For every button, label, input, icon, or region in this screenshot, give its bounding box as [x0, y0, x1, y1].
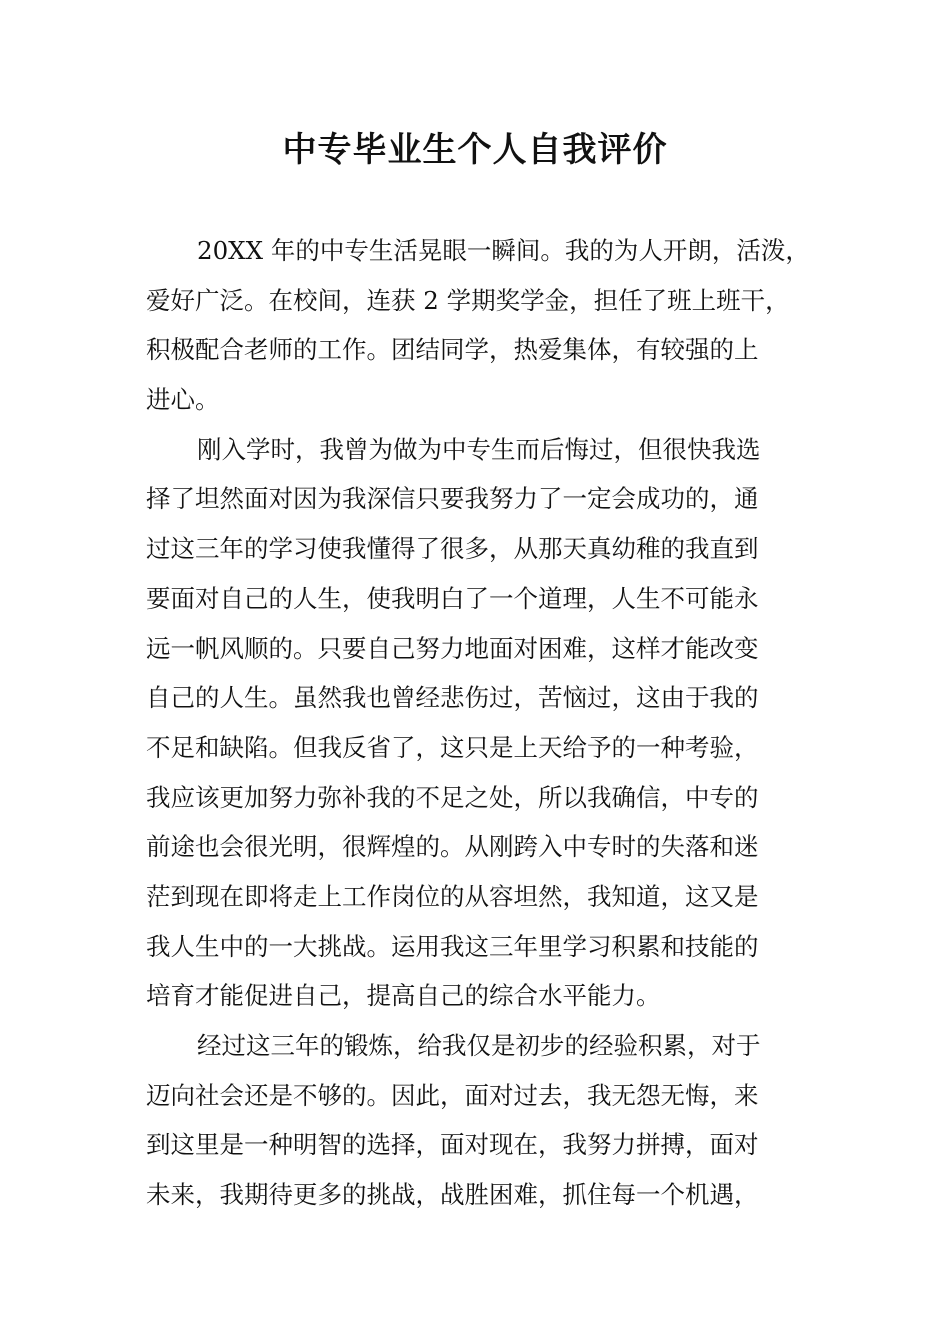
text-line: 前途也会很光明，很辉煌的。从刚跨入中专时的失落和迷: [146, 832, 759, 862]
text-line: 自己的人生。虽然我也曾经悲伤过，苦恼过，这由于我的: [146, 683, 759, 713]
text-line: 迈向社会还是不够的。因此，面对过去，我无怨无悔，来: [146, 1080, 759, 1110]
text-line: 刚入学时，我曾为做为中专生而后悔过，但很快我选: [197, 434, 761, 464]
text-line: 进心。: [146, 385, 220, 415]
text-line: 择了坦然面对因为我深信只要我努力了一定会成功的，通: [146, 484, 759, 514]
text-line: 未来，我期待更多的挑战，战胜困难，抓住每一个机遇，: [146, 1180, 759, 1210]
text-line: 20XX 年的中专生活晃眼一瞬间。我的为人开朗，活泼，: [197, 236, 810, 265]
text-line: 过这三年的学习使我懂得了很多，从那天真幼稚的我直到: [146, 534, 759, 564]
text-line: 茫到现在即将走上工作岗位的从容坦然，我知道，这又是: [146, 881, 759, 911]
text-line: 不足和缺陷。但我反省了，这只是上天给予的一种考验，: [146, 732, 759, 762]
text-line: 要面对自己的人生，使我明白了一个道理，人生不可能永: [146, 583, 759, 613]
paragraph-1: [146, 226, 836, 425]
paragraph-3: [146, 1021, 836, 1220]
document-title: 中专毕业生个人自我评价: [282, 130, 668, 170]
text-line: 到这里是一种明智的选择，面对现在，我努力拼搏，面对: [146, 1130, 759, 1160]
document-body: [146, 226, 836, 1220]
paragraph-2: [146, 425, 836, 1021]
text-line: 爱好广泛。在校间，连获 2 学期奖学金，担任了班上班干，: [146, 285, 790, 315]
text-line: 远一帆风顺的。只要自己努力地面对困难，这样才能改变: [146, 633, 759, 663]
text-line: 我应该更加努力弥补我的不足之处，所以我确信，中专的: [146, 782, 759, 812]
text-line: 积极配合老师的工作。团结同学，热爱集体，有较强的上: [146, 335, 759, 365]
text-line: 我人生中的一大挑战。运用我这三年里学习积累和技能的: [146, 931, 759, 961]
text-line: 培育才能促进自己，提高自己的综合水平能力。: [146, 981, 661, 1011]
text-line: 经过这三年的锻炼，给我仅是初步的经验积累，对于: [197, 1031, 761, 1060]
